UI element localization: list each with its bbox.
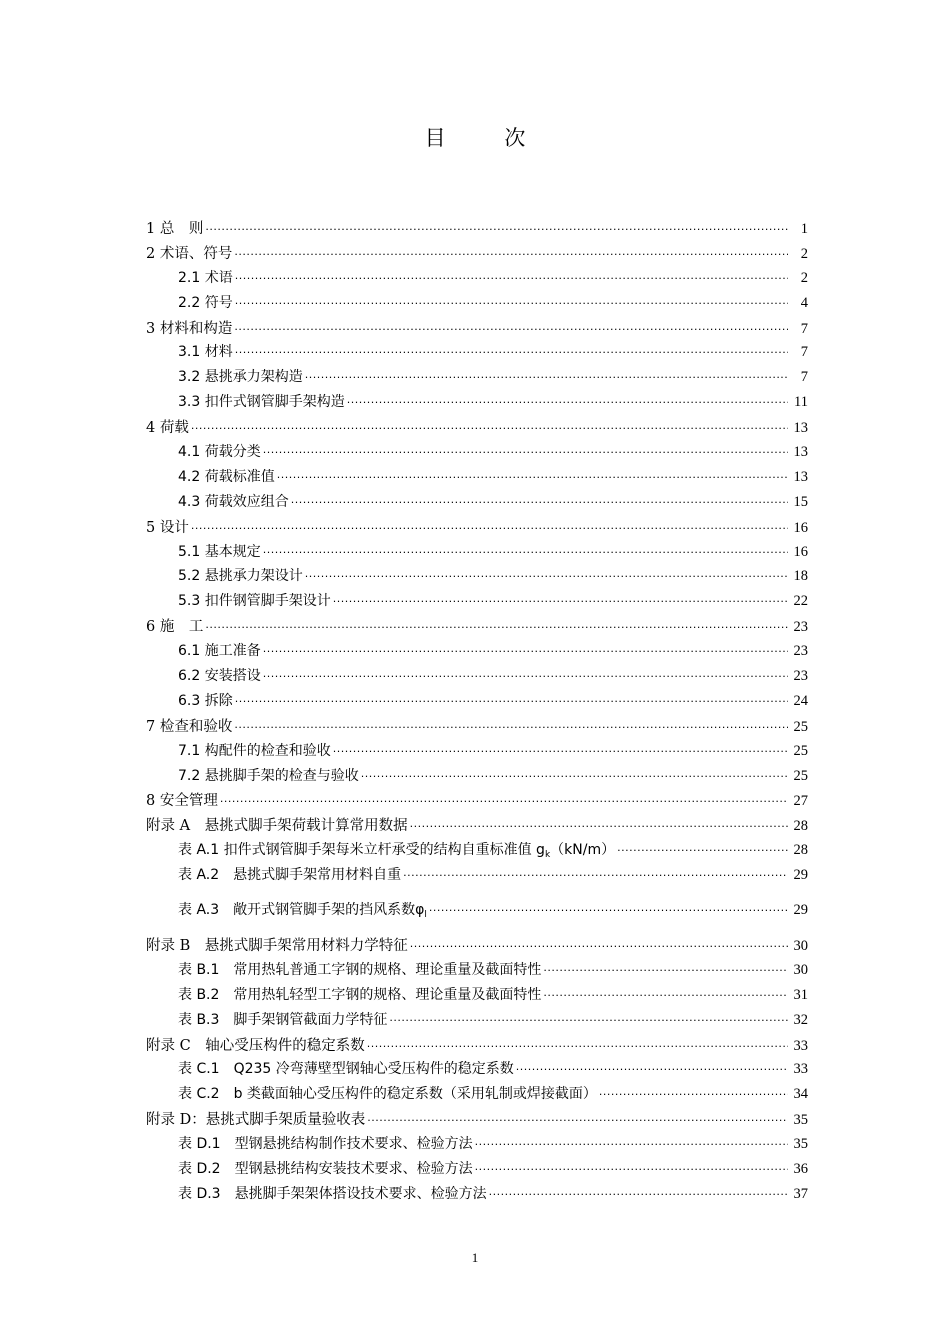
toc-entry-page: 35	[793, 1136, 808, 1153]
toc-entry-label: 7.1 构配件的检查和验收	[178, 742, 331, 759]
toc-entry-page: 36	[793, 1160, 808, 1177]
toc-entry-label: 7 检查和验收	[146, 718, 233, 735]
toc-entry-page: 7	[800, 369, 808, 386]
dot-leader	[543, 987, 788, 999]
toc-entry-page: 30	[793, 937, 808, 954]
toc-entry[interactable]	[146, 715, 808, 740]
toc-entry-label: 表 B.1 常用热轧普通工字钢的规格、理论重量及截面特性	[178, 961, 542, 978]
toc-entry-label: 4.1 荷载分类	[178, 444, 261, 461]
toc-entry-label: 表 D.3 悬挑脚手架架体搭设技术要求、检验方法	[178, 1185, 487, 1202]
dot-leader	[410, 938, 788, 950]
toc-entry-page: 31	[793, 986, 808, 1003]
toc-entry-page: 33	[793, 1037, 808, 1054]
toc-entry-label: 4.2 荷载标准值	[178, 468, 275, 485]
toc-entry-label: 附录 D：悬挑式脚手架质量验收表	[146, 1112, 366, 1129]
toc-entry-page: 32	[793, 1011, 808, 1028]
toc-entry-label: 2.1 术语	[178, 269, 233, 286]
toc-entry-page: 7	[800, 344, 808, 361]
toc-entry[interactable]	[146, 984, 808, 1009]
toc-entry-label: 表 C.1 Q235 冷弯薄壁型钢轴心受压构件的稳定系数	[178, 1061, 514, 1078]
dot-leader	[235, 344, 788, 356]
toc-entry-label: 3.1 材料	[178, 344, 233, 361]
toc-entry-label: 1 总 则	[146, 221, 204, 237]
toc-entry[interactable]	[146, 1158, 808, 1183]
dot-leader	[347, 394, 788, 406]
toc-entry[interactable]	[146, 317, 808, 342]
toc-entry[interactable]	[146, 366, 808, 391]
dot-leader	[234, 719, 788, 731]
toc-entry-label: 附录 A 悬挑式脚手架荷载计算常用数据	[146, 818, 408, 835]
toc-entry-label: 表 B.3 脚手架钢管截面力学特征	[178, 1011, 388, 1028]
toc-entry[interactable]	[146, 740, 808, 765]
toc-entry[interactable]	[146, 640, 808, 665]
toc-entry-label: 6.2 安装搭设	[178, 668, 261, 685]
toc-entry-label: 3 材料和构造	[146, 320, 233, 337]
dot-leader	[235, 270, 788, 282]
toc-entry-page: 25	[793, 718, 808, 735]
toc-entry-page: 27	[793, 793, 808, 810]
toc-entry-label: 4.3 荷载效应组合	[178, 493, 289, 510]
toc-entry-page: 13	[793, 468, 808, 485]
toc-entry[interactable]	[146, 416, 808, 441]
dot-leader	[489, 1186, 788, 1198]
toc-entry-page: 29	[793, 902, 808, 919]
toc-entry[interactable]	[146, 341, 808, 366]
toc-entry[interactable]	[146, 765, 808, 790]
dot-leader	[617, 842, 788, 854]
toc-entry-label: 5.1 基本规定	[178, 543, 261, 560]
toc-entry-page: 34	[793, 1086, 808, 1103]
toc-entry-label: 8 安全管理	[146, 793, 218, 810]
toc-entry[interactable]	[146, 441, 808, 466]
toc-entry[interactable]	[146, 516, 808, 541]
dot-leader	[205, 221, 788, 233]
toc-entry[interactable]	[146, 466, 808, 491]
toc-entry-page: 2	[800, 245, 808, 262]
toc-entry[interactable]	[146, 665, 808, 690]
toc-entry[interactable]	[146, 934, 808, 959]
toc-entry-page: 37	[793, 1185, 808, 1202]
dot-leader	[361, 768, 788, 780]
page-title: 目 次	[424, 126, 552, 150]
dot-leader	[367, 1038, 788, 1050]
toc-entry[interactable]	[146, 615, 808, 640]
toc-entry-page: 23	[793, 643, 808, 660]
toc-entry-page: 1	[800, 221, 808, 237]
toc-entry-page: 18	[793, 568, 808, 585]
dot-leader	[429, 902, 788, 914]
toc-entry[interactable]	[146, 789, 808, 814]
toc-entry-page: 28	[793, 818, 808, 835]
toc-entry[interactable]	[146, 1133, 808, 1158]
toc-entry[interactable]	[146, 590, 808, 615]
dot-leader	[235, 295, 788, 307]
toc-entry[interactable]	[146, 690, 808, 715]
toc-entry-page: 25	[793, 742, 808, 759]
toc-entry-page: 15	[793, 493, 808, 510]
toc-entry-label: 3.2 悬挑承力架构造	[178, 369, 303, 386]
toc-entry-page: 29	[793, 867, 808, 884]
subscript: k	[544, 850, 551, 861]
toc-entry-label: 6.1 施工准备	[178, 643, 261, 660]
toc-entry[interactable]	[146, 1183, 808, 1208]
dot-leader	[475, 1136, 788, 1148]
toc-entry[interactable]	[146, 292, 808, 317]
toc-entry[interactable]	[146, 1108, 808, 1133]
dot-leader	[277, 469, 788, 481]
toc-entry-label: 表 D.2 型钢悬挑结构安装技术要求、检验方法	[178, 1160, 473, 1177]
toc-entry[interactable]	[146, 864, 808, 889]
dot-leader	[234, 246, 788, 258]
toc-entry[interactable]	[146, 899, 808, 924]
toc-entry-label: 表 B.2 常用热轧轻型工字钢的规格、理论重量及截面特性	[178, 986, 542, 1003]
toc-entry-label: 表 A.2 悬挑式脚手架常用材料自重	[178, 867, 402, 884]
toc-entry-page: 25	[793, 767, 808, 784]
toc-entry[interactable]	[146, 1058, 808, 1083]
toc-entry[interactable]	[146, 242, 808, 267]
toc-entry-page: 7	[800, 320, 808, 337]
dot-leader	[191, 420, 788, 432]
dot-leader	[475, 1161, 788, 1173]
dot-leader	[410, 818, 788, 830]
toc-entry-label: 2.2 符号	[178, 294, 233, 311]
toc-entry-page: 2	[800, 269, 808, 286]
toc-entry-page: 13	[793, 420, 808, 437]
toc-entry[interactable]	[146, 267, 808, 292]
toc-entry[interactable]	[146, 541, 808, 566]
toc-entry-label: 表 D.1 型钢悬挑结构制作技术要求、检验方法	[178, 1136, 473, 1153]
dot-leader	[305, 369, 788, 381]
toc-entry-label: 表 C.2 b 类截面轴心受压构件的稳定系数（采用轧制或焊接截面）	[178, 1086, 597, 1103]
dot-leader	[263, 544, 788, 556]
toc-entry-label: 5.2 悬挑承力架设计	[178, 568, 303, 585]
toc-entry-page: 16	[793, 543, 808, 560]
dot-leader	[367, 1112, 788, 1124]
dot-leader	[389, 1012, 788, 1024]
toc-entry[interactable]	[146, 1034, 808, 1059]
toc-entry-label: 6.3 拆除	[178, 692, 233, 709]
toc-entry-page: 23	[793, 619, 808, 636]
dot-leader	[263, 643, 788, 655]
dot-leader	[599, 1086, 788, 1098]
toc-entry-page: 28	[793, 842, 808, 859]
subscript: l	[424, 910, 427, 921]
dot-leader	[263, 668, 788, 680]
toc-entry-page: 13	[793, 444, 808, 461]
toc-entry-page: 22	[793, 593, 808, 610]
toc-entry[interactable]	[146, 391, 808, 416]
dot-leader	[263, 444, 788, 456]
toc-entry-label: 表 A.3 敞开式钢管脚手架的挡风系数$\varphi_l$	[178, 902, 427, 921]
toc-entry[interactable]	[146, 217, 808, 242]
toc-entry-page: 35	[793, 1112, 808, 1129]
toc-entry-page: 30	[793, 961, 808, 978]
toc-entry[interactable]	[146, 839, 808, 864]
toc-entry-page: 33	[793, 1061, 808, 1078]
toc-entry[interactable]	[146, 814, 808, 839]
toc-entry-page: 24	[793, 692, 808, 709]
toc-entry-label: 2 术语、符号	[146, 245, 233, 262]
dot-leader	[333, 593, 788, 605]
toc-entry-page: 4	[800, 294, 808, 311]
toc-entry-page: 11	[794, 394, 808, 411]
toc-entry-label: 附录 C 轴心受压构件的稳定系数	[146, 1037, 365, 1054]
toc-entry-label: 7.2 悬挑脚手架的检查与验收	[178, 767, 359, 784]
toc-entry-label: 3.3 扣件式钢管脚手架构造	[178, 394, 345, 411]
toc-entry[interactable]	[146, 959, 808, 984]
dot-leader	[235, 693, 788, 705]
table-of-contents	[146, 217, 808, 1208]
toc-entry-page: 23	[793, 668, 808, 685]
dot-leader	[305, 568, 788, 580]
dot-leader	[291, 494, 788, 506]
toc-entry-page: 16	[793, 519, 808, 536]
toc-entry-label: 6 施 工	[146, 619, 204, 636]
dot-leader	[543, 962, 788, 974]
dot-leader	[403, 867, 788, 879]
toc-entry[interactable]	[146, 565, 808, 590]
toc-entry-label: 表 A.1 扣件式钢管脚手架每米立杆承受的结构自重标准值 $g_k(kN/m)$	[178, 842, 616, 861]
dot-leader	[220, 793, 788, 805]
dot-leader	[333, 743, 788, 755]
toc-entry[interactable]	[146, 491, 808, 516]
toc-entry[interactable]	[146, 1083, 808, 1108]
toc-entry-label: 5.3 扣件钢管脚手架设计	[178, 593, 331, 610]
dot-leader	[516, 1061, 788, 1073]
dot-leader	[205, 619, 788, 631]
toc-entry-label: 附录 B 悬挑式脚手架常用材料力学特征	[146, 937, 408, 954]
dot-leader	[191, 520, 788, 532]
dot-leader	[234, 321, 788, 333]
toc-entry-label: 4 荷载	[146, 420, 189, 437]
toc-entry-label: 5 设计	[146, 519, 189, 536]
page-number: 1	[471, 1250, 479, 1265]
toc-entry[interactable]	[146, 1009, 808, 1034]
